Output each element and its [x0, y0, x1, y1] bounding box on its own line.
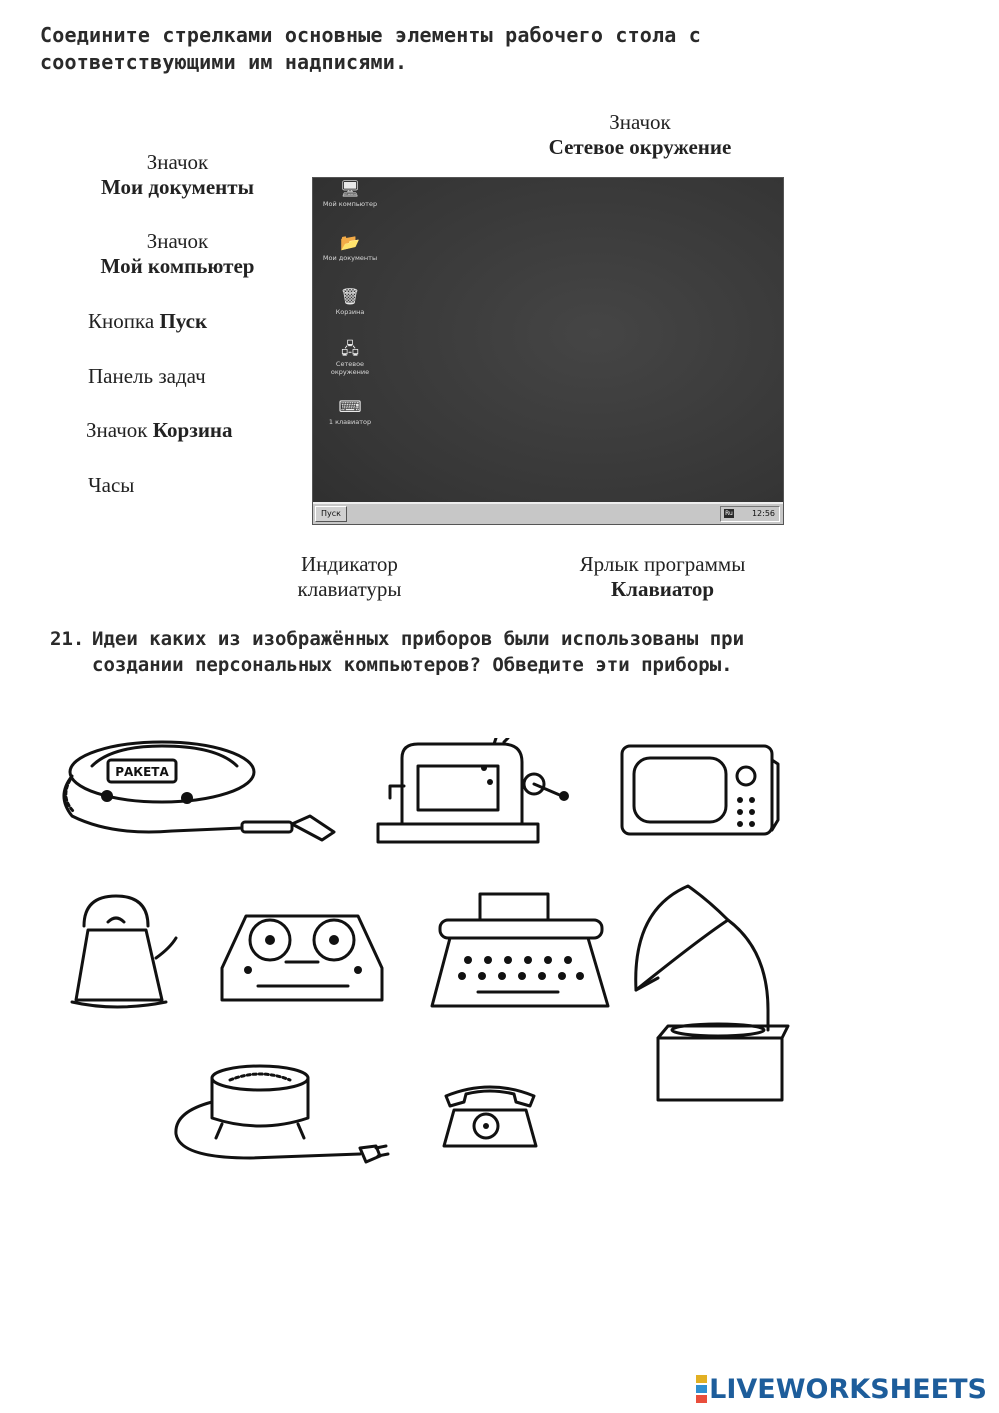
recycle-bin-icon: 🗑	[339, 287, 361, 306]
telephone-icon	[440, 1076, 540, 1156]
label-network-title: Значок	[609, 110, 671, 134]
telephone-picture[interactable]	[440, 1076, 540, 1156]
label-recycle-bin	[86, 418, 233, 443]
label-kbd-line2: клавиатуры	[297, 577, 402, 601]
sewing-machine-icon	[372, 738, 582, 848]
system-tray	[720, 506, 780, 522]
keyboard-indicator[interactable]: Ru	[725, 510, 733, 517]
folder-icon: 📂	[340, 233, 360, 252]
label-taskbar: Панель задач	[88, 364, 206, 388]
keyboard-icon: ⌨	[338, 397, 362, 416]
label-start-prefix: Кнопка	[88, 309, 160, 333]
desktop-icon-caption: Мой компьютер	[322, 200, 378, 208]
label-clock: Часы	[88, 473, 135, 497]
label-shortcut-line2: Клавиатор	[610, 577, 715, 601]
sewing-machine-picture[interactable]	[372, 738, 582, 848]
desktop-icon-my-computer[interactable]	[319, 180, 381, 208]
kettle-picture[interactable]	[66, 888, 181, 1018]
label-recycle-prefix: Значок	[86, 418, 153, 442]
electric-stove-picture[interactable]	[170, 1062, 395, 1172]
label-mycomp-icon	[80, 229, 275, 279]
label-shortcut-line1: Ярлык программы	[579, 552, 746, 576]
gramophone-picture[interactable]	[628, 880, 793, 1110]
label-shortcut	[540, 552, 785, 602]
question-21	[50, 626, 816, 678]
desktop-icon-caption: Корзина	[335, 308, 365, 316]
computer-icon: 🖥	[339, 179, 361, 198]
typewriter-icon	[428, 890, 613, 1015]
desktop-icon-network[interactable]	[319, 340, 381, 376]
desktop-screenshot	[312, 177, 784, 525]
label-mycomp-title: Значок	[146, 229, 209, 253]
question-number: 21.	[50, 628, 85, 650]
television-icon	[618, 740, 783, 840]
kettle-icon	[66, 888, 181, 1018]
liveworksheets-logo	[696, 1372, 987, 1406]
typewriter-picture[interactable]	[428, 890, 613, 1015]
start-button[interactable]: Пуск	[315, 506, 347, 522]
tv-set-picture[interactable]	[618, 740, 783, 840]
electric-stove-icon	[170, 1062, 395, 1172]
label-mycomp-name: Мой компьютер	[100, 254, 255, 278]
vacuum-brand-text: РАКЕТА	[115, 765, 169, 779]
tape-recorder-picture[interactable]	[218, 908, 388, 1008]
desktop-icon-caption: Сетевое окружение	[330, 360, 370, 376]
label-start-button	[88, 309, 207, 334]
desktop-icon-recycle-bin[interactable]	[319, 288, 381, 316]
vacuum-cleaner-picture[interactable]	[52, 736, 337, 846]
label-start-name: Пуск	[159, 309, 208, 333]
tape-recorder-icon	[218, 908, 388, 1008]
label-network-name: Сетевое окружение	[548, 135, 732, 159]
question-text: Идеи каких из изображённых приборов были использованы при создании персональных компьютеров? Обведите эти приборы.	[92, 628, 745, 676]
desktop-icon-my-documents[interactable]	[319, 234, 381, 262]
vacuum-cleaner-icon	[52, 736, 337, 846]
desktop-icon-klaviator[interactable]	[319, 398, 381, 426]
taskbar[interactable]	[313, 502, 783, 524]
label-recycle-name: Корзина	[152, 418, 233, 442]
brand-name: LIVEWORKSHEETS	[709, 1373, 987, 1405]
network-icon: 🖧	[341, 339, 359, 358]
clock[interactable]: 12:56	[751, 509, 775, 518]
desktop-icon-caption: 1 клавиатор	[328, 418, 372, 426]
label-kbd-indicator	[262, 552, 437, 602]
label-network-icon	[520, 110, 760, 160]
label-mydocs-name: Мои документы	[101, 175, 254, 199]
gramophone-icon	[628, 880, 793, 1110]
label-kbd-line1: Индикатор	[301, 552, 398, 576]
desktop-icon-caption: Мои документы	[322, 254, 378, 262]
label-mydocs-title: Значок	[146, 150, 209, 174]
label-mydocs-icon	[80, 150, 275, 200]
task-intro: Соедините стрелками основные элементы рабочего стола с соответствующими им надписями.	[40, 23, 702, 74]
brand-mark-icon	[696, 1374, 707, 1404]
